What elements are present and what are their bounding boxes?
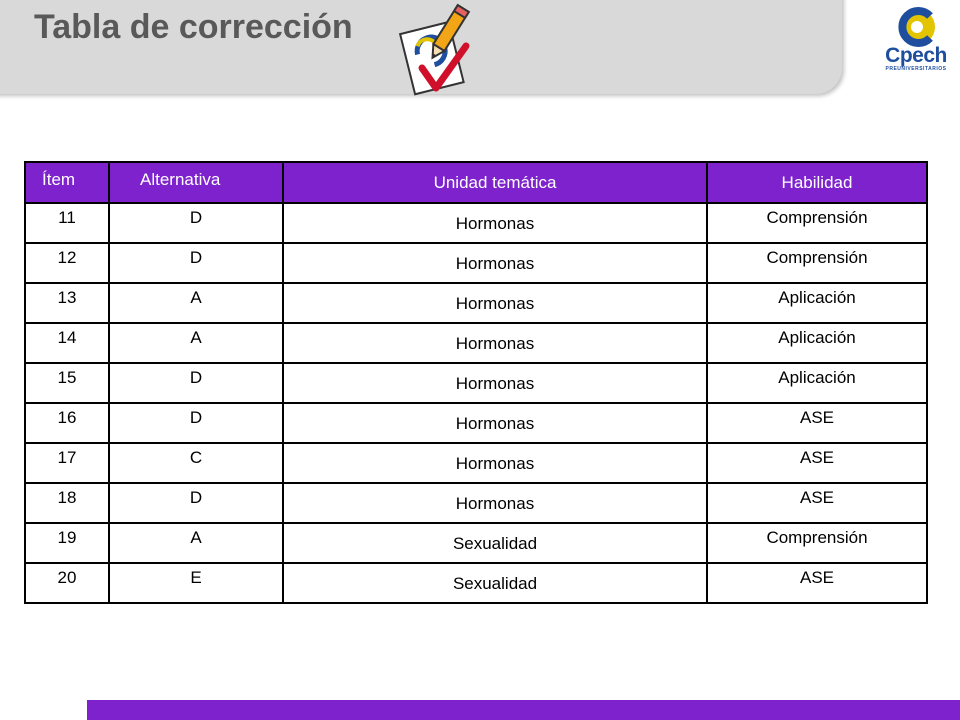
cell-habilidad: Aplicación bbox=[707, 363, 927, 403]
cell-item: 13 bbox=[25, 283, 109, 323]
column-header-habilidad: Habilidad bbox=[707, 162, 927, 203]
logo-subtitle: PREUNIVERSITARIOS bbox=[885, 66, 947, 72]
table-row bbox=[25, 323, 927, 363]
table-row bbox=[25, 363, 927, 403]
footer-bar bbox=[87, 700, 960, 720]
column-header-alternativa: Alternativa bbox=[109, 162, 283, 203]
cell-alternativa: D bbox=[109, 203, 283, 243]
cell-alternativa: D bbox=[109, 483, 283, 523]
table-row bbox=[25, 443, 927, 483]
cell-unidad: Hormonas bbox=[283, 323, 707, 363]
cell-unidad: Hormonas bbox=[283, 443, 707, 483]
table-row bbox=[25, 523, 927, 563]
cell-alternativa: A bbox=[109, 523, 283, 563]
cell-habilidad: ASE bbox=[707, 563, 927, 603]
cell-habilidad: Comprensión bbox=[707, 243, 927, 283]
column-header-unidad: Unidad temática bbox=[283, 162, 707, 203]
cell-item: 18 bbox=[25, 483, 109, 523]
cell-item: 11 bbox=[25, 203, 109, 243]
cell-habilidad: Comprensión bbox=[707, 203, 927, 243]
page-title: Tabla de corrección bbox=[34, 8, 353, 46]
column-header-item: Ítem bbox=[25, 162, 109, 203]
cell-item: 15 bbox=[25, 363, 109, 403]
table-row bbox=[25, 203, 927, 243]
pencil-check-icon bbox=[396, 2, 478, 106]
table-row bbox=[25, 563, 927, 603]
cpech-logo bbox=[878, 2, 954, 76]
cell-item: 12 bbox=[25, 243, 109, 283]
cpech-logo-mark-icon bbox=[894, 2, 940, 48]
cell-habilidad: ASE bbox=[707, 483, 927, 523]
logo-text: Cpech bbox=[885, 44, 947, 67]
correction-table bbox=[24, 161, 928, 604]
cell-alternativa: C bbox=[109, 443, 283, 483]
cell-unidad: Hormonas bbox=[283, 483, 707, 523]
cell-item: 14 bbox=[25, 323, 109, 363]
table-row bbox=[25, 403, 927, 443]
table-row bbox=[25, 283, 927, 323]
cell-item: 19 bbox=[25, 523, 109, 563]
correction-table-wrapper bbox=[24, 161, 928, 604]
cell-habilidad: Aplicación bbox=[707, 323, 927, 363]
cell-alternativa: E bbox=[109, 563, 283, 603]
cell-alternativa: D bbox=[109, 243, 283, 283]
cell-unidad: Hormonas bbox=[283, 283, 707, 323]
cell-unidad: Sexualidad bbox=[283, 563, 707, 603]
cell-alternativa: D bbox=[109, 363, 283, 403]
table-row bbox=[25, 483, 927, 523]
cell-unidad: Hormonas bbox=[283, 203, 707, 243]
cell-item: 17 bbox=[25, 443, 109, 483]
cell-habilidad: Aplicación bbox=[707, 283, 927, 323]
cell-habilidad: Comprensión bbox=[707, 523, 927, 563]
cell-alternativa: A bbox=[109, 283, 283, 323]
cell-alternativa: A bbox=[109, 323, 283, 363]
cell-unidad: Hormonas bbox=[283, 363, 707, 403]
cell-item: 16 bbox=[25, 403, 109, 443]
table-row bbox=[25, 243, 927, 283]
cell-unidad: Sexualidad bbox=[283, 523, 707, 563]
cell-habilidad: ASE bbox=[707, 443, 927, 483]
cell-habilidad: ASE bbox=[707, 403, 927, 443]
cell-item: 20 bbox=[25, 563, 109, 603]
cell-unidad: Hormonas bbox=[283, 403, 707, 443]
cell-alternativa: D bbox=[109, 403, 283, 443]
cell-unidad: Hormonas bbox=[283, 243, 707, 283]
table-header-row bbox=[25, 162, 927, 203]
